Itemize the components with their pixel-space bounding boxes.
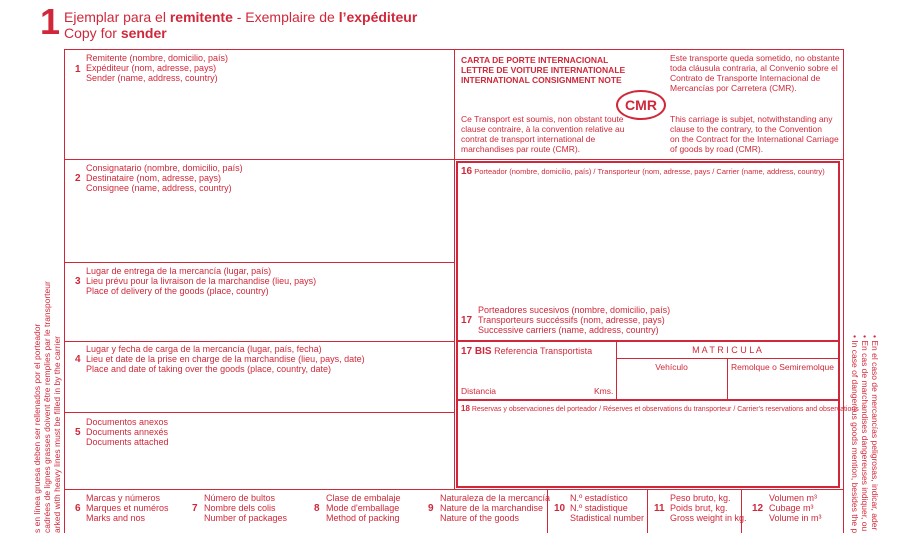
col6-label: Marcas y números Marques et numéros Marks and nos (86, 493, 169, 523)
box2-label-fr: Destinataire (nom, adresse, pays) (86, 173, 222, 183)
copy-title-fr-bold: l’expéditeur (338, 9, 418, 25)
box3-label (86, 266, 316, 296)
col12-label: Volumen m³ Cubage m³ Volume in m³ (769, 493, 822, 523)
box3-label-en: Place of delivery of the goods (place, country) (86, 286, 269, 296)
box16-label-text: Porteador (nombre, domicilio, país) / Transporteur (nom, adresse, pays / Carrier (name, address, country) (474, 167, 825, 176)
box17bis-label (461, 346, 592, 357)
box2-label-en: Consignee (name, address, country) (86, 183, 232, 193)
box1-label (86, 53, 228, 83)
copy-title-mid: - Exemplaire de (232, 9, 339, 25)
col10-label: N.º estadístico N.º stadistique Stadistical number (570, 493, 645, 523)
copy-title-en: Copy for (64, 25, 121, 41)
distance-label: Distancia (461, 386, 496, 396)
col12-number: 12 (752, 503, 764, 514)
box2-label-es: Consignatario (nombre, domicilio, país) (86, 163, 243, 173)
box16-number: 16 (461, 166, 473, 177)
documents-attached-field[interactable] (66, 449, 452, 487)
box17-label-fr: Transporteurs succéssifs (nom, adresse, pays) (478, 315, 665, 325)
box4-label-fr: Lieu et date de la prise en charge de la marchandise (lieu, pays, date) (86, 354, 365, 364)
carrier-reference-label: Referencia Transportista (494, 346, 593, 356)
col11-number: 11 (654, 503, 665, 514)
box17-label-en: Successive carriers (name, address, country) (478, 325, 659, 335)
taking-over-field[interactable] (66, 376, 452, 410)
box1-label-fr: Expéditeur (nom, adresse, pays) (86, 63, 217, 73)
box16-label (461, 167, 825, 176)
box4-label-en: Place and date of taking over the goods (place, country, date) (86, 364, 331, 374)
box3-label-es: Lugar de entrega de la mercancía (lugar, país) (86, 266, 272, 276)
col10-number: 10 (554, 503, 566, 514)
box1-label-es: Remitente (nombre, domicilio, país) (86, 53, 229, 63)
box1-number: 1 (75, 64, 81, 75)
box4-number: 4 (75, 354, 81, 365)
document-title (461, 55, 625, 85)
copy-title-es: Ejemplar para el (64, 9, 170, 25)
convention-text-fr: Ce Transport est soumis, non obstant toute clause contraire, à la convention relative au contrat de transport international de marchandises par route (CMR). (461, 114, 625, 154)
box4-label-es: Lugar y fecha de carga de la mercancía (lugar, país, fecha) (86, 344, 322, 354)
box1-label-en: Sender (name, address, country) (86, 73, 218, 83)
col11-label: Peso bruto, kg. Poids brut, kg. Gross weight in kg. (670, 493, 747, 523)
copy-title-line1 (64, 9, 417, 25)
box18-label (461, 404, 859, 414)
consignee-field[interactable] (66, 195, 452, 260)
box17-label (478, 305, 670, 335)
col6-number: 6 (75, 503, 81, 514)
box2-number: 2 (75, 173, 81, 184)
box18-label-text: Reservas y observaciones del porteador / Réserves et observations du transporteur / Carrier's reservations and observations (471, 406, 859, 413)
delivery-place-field[interactable] (66, 298, 452, 340)
title-en: INTERNATIONAL CONSIGNMENT NOTE (461, 75, 622, 85)
copy-title-line2 (64, 25, 167, 41)
kms-label: Kms. (594, 386, 614, 396)
col9-label: Naturaleza de la mercancía Nature de la marchandise Nature of the goods (440, 493, 551, 523)
box5-label-fr: Documents annexés (86, 427, 169, 437)
box4-label (86, 344, 365, 374)
title-fr: LETTRE DE VOITURE INTERNATIONALE (461, 65, 626, 75)
carrier-reservations-field[interactable] (460, 416, 834, 480)
box5-label (86, 417, 169, 447)
carrier-field[interactable] (460, 180, 834, 300)
box3-number: 3 (75, 276, 81, 287)
box5-label-en: Documents attached (86, 437, 169, 447)
col9-number: 9 (428, 503, 434, 514)
copy-title-en-bold: sender (120, 25, 167, 41)
convention-text-es: Este transporte queda sometido, no obstante toda cláusula contraria, al Convenio sobre el Contrato de Transporte Internacional de Mercancías por Carretera (CMR). (670, 53, 840, 93)
vehicle-label: Vehículo (655, 362, 688, 372)
col8-label: Clase de embalaje Mode d'emballage Method of packing (326, 493, 401, 523)
col7-label: Número de bultos Nombre dels colis Number of packages (204, 493, 288, 523)
right-side-note: • En el caso de mercancías peligrosas, indicar, ader • En cas de marchandises dangereuses indiquer, ou • In case of dangerous goods mention, besides the p (850, 335, 880, 533)
copy-title-es-bold: remitente (169, 9, 233, 25)
box5-label-es: Documentos anexos (86, 417, 169, 427)
copy-number: 1 (40, 1, 61, 42)
box3-label-fr: Lieu prévu pour la livraison de la marchandise (lieu, pays) (86, 276, 317, 286)
title-es: CARTA DE PORTE INTERNACIONAL (461, 55, 609, 65)
box17bis-number: 17 BIS (461, 346, 492, 357)
col7-number: 7 (192, 503, 198, 514)
box2-label (86, 163, 243, 193)
box18-number: 18 (461, 404, 470, 413)
cmr-logo: CMR (616, 90, 666, 120)
box17-label-es: Porteadores sucesivos (nombre, domicilio, país) (478, 305, 671, 315)
left-side-note: s en línea gruesa deben ser rellenados por el porteador cadrées de lignes grasses doivent être remplies par le transporteur arked with heavy lines must be filled in by the carrier (32, 281, 62, 533)
matricula-label: M A T R I C U L A (692, 345, 762, 355)
col8-number: 8 (314, 503, 320, 514)
convention-text-en: This carriage is subjet, notwithstanding any clause to the contrary, to the Convention on the Contract for the International Carriage of goods by road (CMR). (670, 114, 839, 154)
box17-number: 17 (461, 315, 473, 326)
sender-field[interactable] (66, 85, 452, 157)
trailer-label: Remolque o Semiremolque (731, 362, 834, 372)
box5-number: 5 (75, 427, 81, 438)
